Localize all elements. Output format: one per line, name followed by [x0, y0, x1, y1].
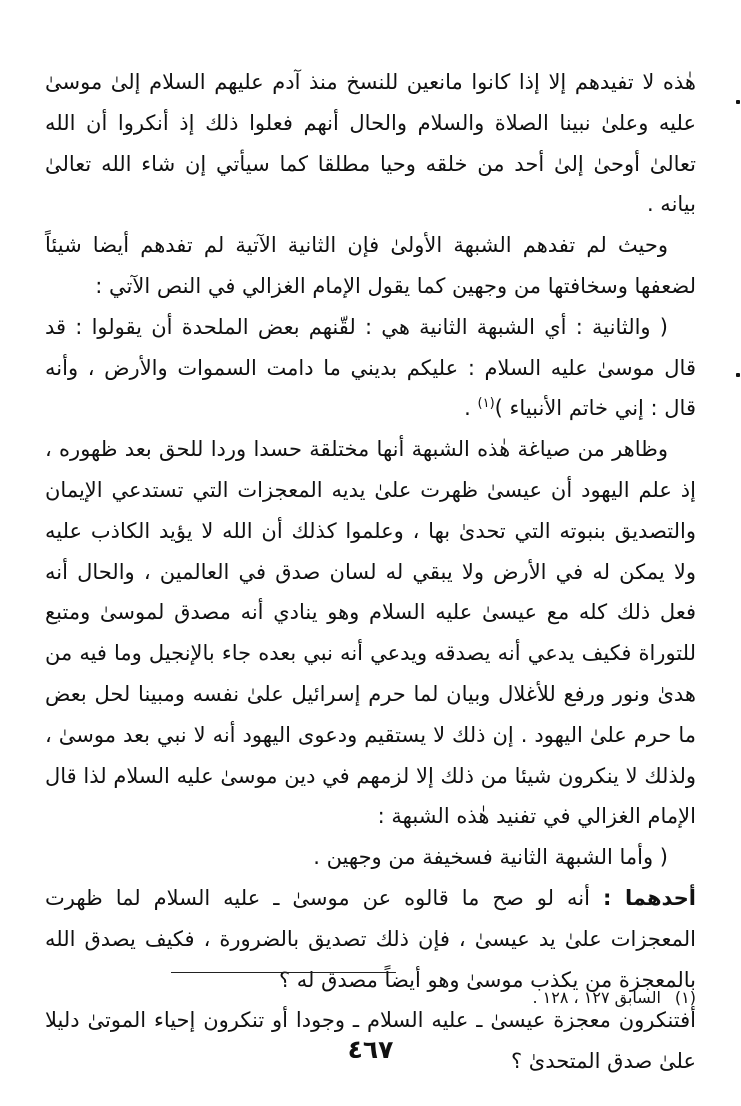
paragraph-text: أفتنكرون معجزة عيسىٰ ـ عليه السلام ـ وجودا أو تنكرون إحياء الموتىٰ دليلا علىٰ صدق المتحدىٰ ؟ — [45, 1008, 696, 1074]
paragraph-text: أنه لو صح ما قالوه عن موسىٰ ـ عليه السلام لما ظهرت المعجزات علىٰ يد عيسىٰ ، فإن ذلك تصديق بالضرورة ، فكيف يصدق الله بالمعجزة من يكذب موسىٰ وهو أيضاً مصدق له ؟ — [45, 885, 696, 992]
margin-mark — [736, 100, 740, 104]
page-number: ٤٦٧ — [347, 1035, 394, 1064]
paragraph-5 — [45, 837, 696, 878]
paragraph-text: هٰذه لا تفيدهم إلا إذا كانوا مانعين للنسخ منذ آدم عليهم السلام إلىٰ موسىٰ عليه وعلىٰ نبينا الصلاة والسلام والحال أنهم فعلوا ذلك إذ أنكروا أن الله تعالىٰ أوحىٰ إلىٰ أحد من خلقه وحيا مطلقا كما سيأتي إن شاء الله تعالىٰ بيانه . — [45, 70, 696, 217]
paragraph-text: ( وأما الشبهة الثانية فسخيفة من وجهين . — [313, 845, 668, 870]
paragraph-3 — [45, 307, 696, 429]
paragraph-text: وحيث لم تفدهم الشبهة الأولىٰ فإن الثانية الآتية لم تفدهم أيضا شيئاً لضعفها وسخافتها من وجهين كما يقول الإمام الغزالي في النص الآتي : — [45, 233, 696, 298]
paragraph-2 — [45, 225, 696, 307]
paragraph-6 — [45, 878, 696, 1000]
paragraph-lead: أحدهما : — [602, 885, 697, 910]
footnote — [532, 985, 696, 1011]
main-text — [45, 62, 696, 1082]
footnote-marker: (١) — [674, 988, 696, 1007]
footnote-divider — [171, 972, 396, 973]
paragraph-1 — [45, 62, 696, 225]
paragraph-4 — [45, 429, 696, 837]
paragraph-text: وظاهر من صياغة هٰذه الشبهة أنها مختلقة حسدا وردا للحق بعد ظهوره ، إذ علم اليهود أن عيسىٰ ظهرت علىٰ يديه المعجزات التي تستدعي الإيمان والتصديق بنبوته التي تحدىٰ بها ، وعلموا كذلك أن الله لا يؤيد الكاذب عليه ولا يمكن له في الأرض ولا يبقي له لسان صدق في العالمين ، والحال أنه فعل ذلك كله مع عيسىٰ عليه السلام وهو ينادي أنه مصدق لموسىٰ ومتبع للتوراة فكيف يدعي أنه يصدقه ويدعي أنه نبي بعده جاء بالإنجيل وما فيه من هدىٰ ونور ورفع للأغلال وبيان لما حرم إسرائيل علىٰ نفسه ومبينا لحل بعض ما حرم علىٰ اليهود . إن ذلك لا يستقيم ودعوى اليهود أنه لا نبي بعد موسىٰ ، ولذلك لا ينكرون شيئا من ذلك إلا لزمهم في دين موسىٰ عليه السلام لذا قال الإمام الغزالي في تفنيد هٰذه الشبهة : — [45, 437, 696, 829]
footnote-text: السابق ١٢٧ ، ١٢٨ . — [532, 988, 661, 1007]
paragraph-tail: . — [464, 396, 478, 421]
paragraph-text: ( والثانية : أي الشبهة الثانية هي : لقّنهم بعض الملحدة أن يقولوا : قد قال موسىٰ عليه السلام : عليكم بديني ما دامت السموات والأرض ، وأنه قال : إني خاتم الأنبياء ) — [45, 314, 696, 421]
margin-mark — [736, 373, 740, 377]
footnote-reference: (١) — [477, 396, 495, 412]
